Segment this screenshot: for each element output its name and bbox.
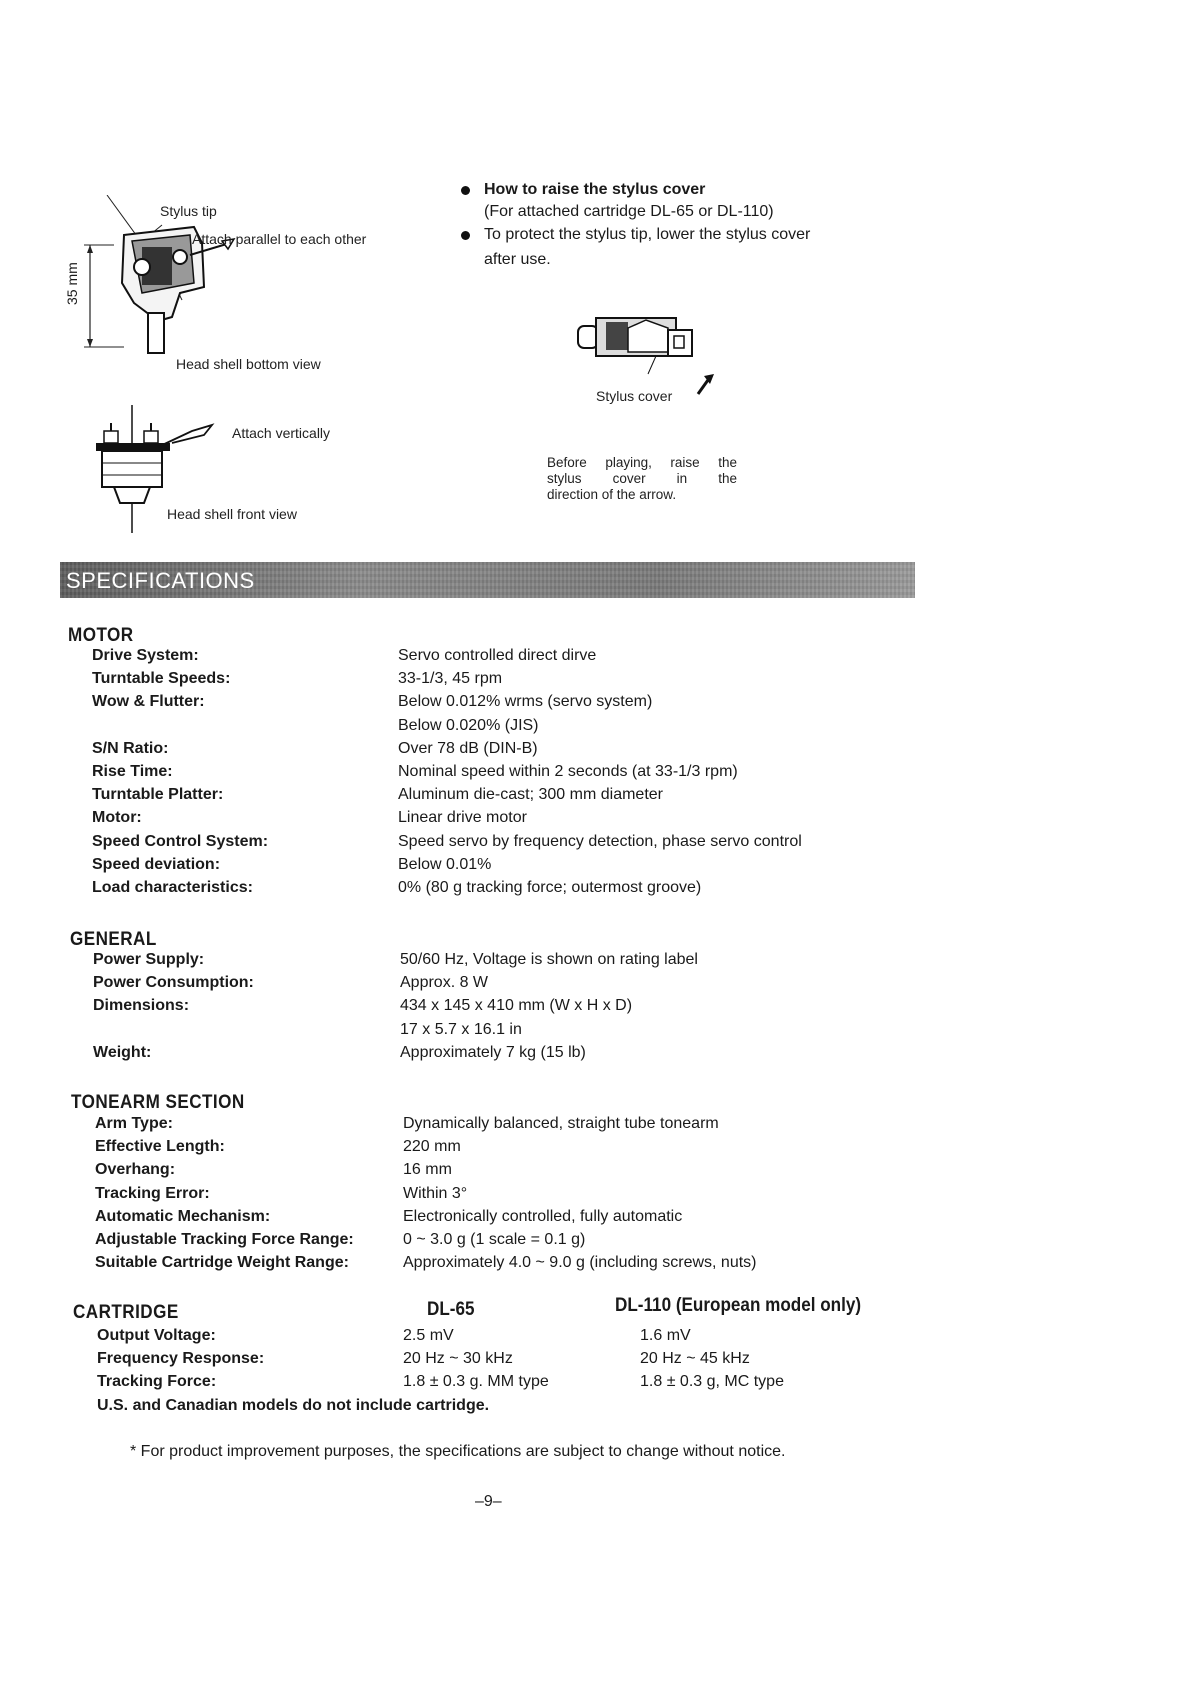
spec-row <box>95 1161 915 1184</box>
general-spec-list <box>93 951 893 1071</box>
protect-stylus-line2: after use. <box>484 251 551 268</box>
spec-row <box>92 693 912 716</box>
spec-value: 17 x 5.7 x 16.1 in <box>400 1020 522 1038</box>
spec-value: Linear drive motor <box>398 809 527 827</box>
spec-row <box>92 717 912 740</box>
cartridge-row <box>97 1350 897 1373</box>
page-number: –9– <box>475 1493 502 1510</box>
spec-key: S/N Ratio: <box>92 739 169 757</box>
spec-value: 20 Hz ~ 30 kHz <box>403 1350 513 1367</box>
spec-row <box>92 786 912 809</box>
spec-value: Servo controlled direct dirve <box>398 647 597 664</box>
tonearm-heading: TONEARM SECTION <box>71 1092 245 1113</box>
spec-key: Wow & Flutter: <box>92 693 205 711</box>
specifications-title: SPECIFICATIONS <box>66 568 255 593</box>
tonearm-spec-list <box>95 1115 915 1280</box>
spec-row <box>95 1138 915 1161</box>
spec-key: Motor: <box>92 809 142 827</box>
spec-row <box>92 833 912 856</box>
spec-row <box>93 974 913 997</box>
height-dimension-label: 35 mm <box>64 262 80 305</box>
spec-key: Power Supply: <box>93 951 205 968</box>
bottom-view-caption: Head shell bottom view <box>176 356 321 372</box>
footnote: * For product improvement purposes, the specifications are subject to change without notice. <box>130 1443 786 1460</box>
motor-spec-list <box>92 647 892 907</box>
bullet-icon <box>461 231 470 240</box>
spec-value: 33-1/3, 45 rpm <box>398 670 503 688</box>
spec-row <box>93 997 913 1020</box>
raise-stylus-title: How to raise the stylus cover <box>484 181 706 198</box>
front-view-caption: Head shell front view <box>167 506 297 522</box>
spec-row <box>95 1254 915 1277</box>
attach-vertically-label: Attach vertically <box>232 425 331 441</box>
spec-key: Adjustable Tracking Force Range: <box>95 1231 354 1248</box>
spec-value: Below 0.012% wrms (servo system) <box>398 693 653 711</box>
spec-key: Overhang: <box>95 1161 176 1179</box>
cartridge-row <box>97 1327 897 1350</box>
before-playing-note <box>547 455 737 503</box>
specifications-banner <box>60 562 915 598</box>
spec-value: 0% (80 g tracking force; outermost groove) <box>398 879 702 896</box>
spec-value: 220 mm <box>403 1138 461 1156</box>
spec-key: Tracking Error: <box>95 1184 210 1202</box>
spec-key: Speed Control System: <box>92 832 269 850</box>
spec-value: Electronically controlled, fully automatic <box>403 1207 683 1225</box>
spec-row <box>92 670 912 693</box>
spec-row <box>92 809 912 832</box>
cartridge-stylus-cover-diagram <box>576 308 716 398</box>
spec-row <box>92 763 912 786</box>
spec-key: Power Consumption: <box>93 974 254 992</box>
spec-key: Drive System: <box>92 647 199 664</box>
spec-value: 50/60 Hz, Voltage is shown on rating label <box>400 951 698 968</box>
cartridge-heading: CARTRIDGE <box>73 1302 179 1323</box>
spec-key: Dimensions: <box>93 997 190 1015</box>
spec-row <box>92 879 912 902</box>
spec-value: Approx. 8 W <box>400 974 489 992</box>
before-playing-line2: stylus cover in the <box>547 471 737 486</box>
spec-row <box>95 1208 915 1231</box>
cartridge-note: U.S. and Canadian models do not include cartridge. <box>97 1397 490 1414</box>
spec-value: 1.8 ± 0.3 g, MC type <box>640 1373 784 1390</box>
spec-value: 434 x 145 x 410 mm (W x H x D) <box>400 997 633 1015</box>
spec-key: Rise Time: <box>92 763 173 780</box>
spec-key: Output Voltage: <box>97 1327 216 1344</box>
motor-heading: MOTOR <box>68 625 134 646</box>
spec-value: Over 78 dB (DIN-B) <box>398 739 538 757</box>
spec-key: Weight: <box>93 1043 152 1061</box>
spec-row <box>95 1231 915 1254</box>
spec-key: Frequency Response: <box>97 1350 265 1367</box>
spec-row <box>92 856 912 879</box>
spec-value: 20 Hz ~ 45 kHz <box>640 1350 750 1367</box>
attach-parallel-label: Attach parallel to each other <box>192 231 367 247</box>
stylus-tip-label: Stylus tip <box>160 203 217 219</box>
stylus-cover-label: Stylus cover <box>596 388 673 404</box>
spec-value: 2.5 mV <box>403 1327 454 1344</box>
bullet-icon <box>461 186 470 195</box>
before-playing-line1: Before playing, raise the <box>547 455 737 470</box>
spec-key: Turntable Speeds: <box>92 670 231 688</box>
spec-key: Suitable Cartridge Weight Range: <box>95 1254 349 1272</box>
spec-value: Within 3° <box>403 1184 468 1202</box>
spec-row <box>93 1044 913 1067</box>
spec-value: Nominal speed within 2 seconds (at 33-1/3 rpm) <box>398 763 738 780</box>
cartridge-row <box>97 1373 897 1396</box>
spec-value: Dynamically balanced, straight tube tonearm <box>403 1115 719 1132</box>
spec-row <box>95 1115 915 1138</box>
spec-key: Automatic Mechanism: <box>95 1207 271 1225</box>
spec-row <box>92 740 912 763</box>
protect-stylus-line1: To protect the stylus tip, lower the stylus cover <box>484 226 811 243</box>
spec-key: Turntable Platter: <box>92 786 224 804</box>
spec-value: Below 0.020% (JIS) <box>398 716 539 734</box>
general-heading: GENERAL <box>70 929 157 950</box>
spec-value: 1.8 ± 0.3 g. MM type <box>403 1373 549 1390</box>
spec-value: Approximately 7 kg (15 lb) <box>400 1043 586 1061</box>
before-playing-line3: direction of the arrow. <box>547 487 677 502</box>
spec-value: Below 0.01% <box>398 855 492 873</box>
spec-key: Effective Length: <box>95 1138 225 1156</box>
spec-key: Load characteristics: <box>92 879 253 896</box>
spec-value: 1.6 mV <box>640 1327 691 1344</box>
spec-value: 16 mm <box>403 1161 452 1179</box>
spec-value: 0 ~ 3.0 g (1 scale = 0.1 g) <box>403 1231 586 1248</box>
spec-value: Aluminum die-cast; 300 mm diameter <box>398 786 663 804</box>
spec-key: Tracking Force: <box>97 1373 217 1390</box>
spec-row <box>92 647 912 670</box>
spec-key: Speed deviation: <box>92 855 221 873</box>
spec-key: Arm Type: <box>95 1115 173 1132</box>
spec-row <box>93 1021 913 1044</box>
raise-stylus-subtitle: (For attached cartridge DL-65 or DL-110) <box>484 203 774 220</box>
spec-row <box>95 1185 915 1208</box>
spec-value: Approximately 4.0 ~ 9.0 g (including screws, nuts) <box>403 1254 757 1272</box>
spec-value: Speed servo by frequency detection, phase servo control <box>398 832 802 850</box>
cartridge-dl110-heading: DL-110 (European model only) <box>615 1295 862 1316</box>
spec-row <box>93 951 913 974</box>
cartridge-dl65-heading: DL-65 <box>427 1299 475 1320</box>
